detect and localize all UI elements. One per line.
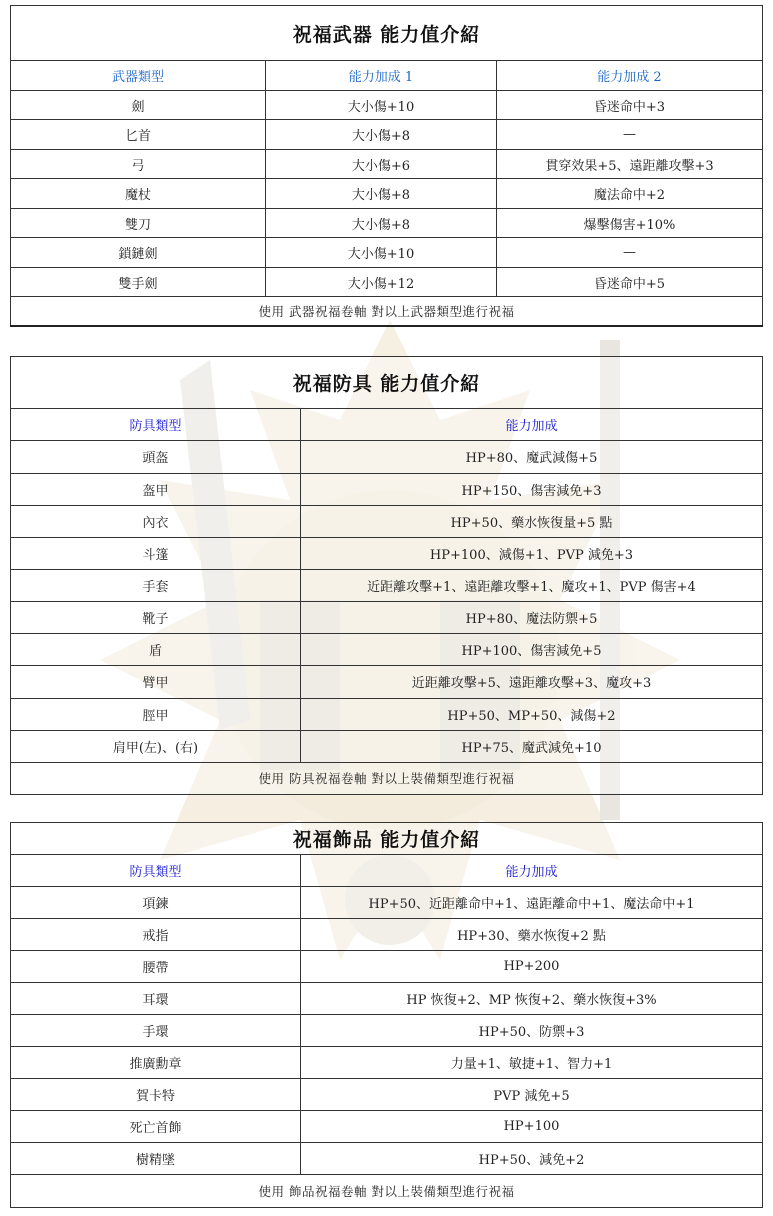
accessory-table-footer: 使用 飾品祝福卷軸 對以上裝備類型進行祝福 (11, 1175, 763, 1208)
table-cell: 昏迷命中+5 (497, 268, 763, 297)
table-cell: HP+50、防禦+3 (301, 1015, 763, 1047)
armor-type-header: 防具類型 (11, 409, 301, 441)
table-cell: 頭盔 (11, 441, 301, 473)
table-cell: 賀卡特 (11, 1079, 301, 1111)
table-cell: 臂甲 (11, 666, 301, 698)
table-cell: 大小傷+12 (266, 268, 497, 297)
weapon-table-footer: 使用 武器祝福卷軸 對以上武器類型進行祝福 (11, 297, 763, 326)
table-cell: 大小傷+8 (266, 209, 497, 238)
table-cell: 雙刀 (11, 209, 266, 238)
table-cell: 雙手劍 (11, 268, 266, 297)
table-cell: HP+30、藥水恢復+2 點 (301, 919, 763, 951)
table-cell: PVP 減免+5 (301, 1079, 763, 1111)
table-cell: 鎖鏈劍 (11, 238, 266, 268)
table-cell: 內衣 (11, 505, 301, 537)
accessory-table-title: 祝福飾品 能力值介紹 (11, 823, 763, 855)
table-cell: 魔杖 (11, 179, 266, 209)
table-cell: 死亡首飾 (11, 1111, 301, 1143)
table-cell: HP+80、魔法防禦+5 (301, 602, 763, 634)
table-cell: 手套 (11, 569, 301, 601)
table-cell: 近距離攻擊+1、遠距離攻擊+1、魔攻+1、PVP 傷害+4 (301, 569, 763, 601)
table-cell: HP+150、傷害減免+3 (301, 473, 763, 505)
weapon-blessing-table (10, 5, 763, 327)
table-cell: 手環 (11, 1015, 301, 1047)
table-cell: 耳環 (11, 983, 301, 1015)
table-cell: 靴子 (11, 602, 301, 634)
table-cell: HP+80、魔武減傷+5 (301, 441, 763, 473)
table-cell: 項鍊 (11, 887, 301, 919)
table-cell: 肩甲(左)、(右) (11, 730, 301, 762)
table-cell: 推廣勳章 (11, 1047, 301, 1079)
table-cell: HP+100 (301, 1111, 763, 1143)
table-cell: 大小傷+10 (266, 91, 497, 120)
table-cell: 弓 (11, 150, 266, 179)
table-cell: HP+100、傷害減免+5 (301, 634, 763, 666)
weapon-type-header: 武器類型 (11, 61, 266, 91)
table-cell: 魔法命中+2 (497, 179, 763, 209)
weapon-table-title: 祝福武器 能力值介紹 (11, 6, 763, 61)
table-cell: 爆擊傷害+10% (497, 209, 763, 238)
table-cell: 盾 (11, 634, 301, 666)
table-cell: 大小傷+8 (266, 120, 497, 150)
table-cell: 貫穿效果+5、遠距離攻擊+3 (497, 150, 763, 179)
table-cell: HP+50、藥水恢復量+5 點 (301, 505, 763, 537)
table-cell: — (497, 238, 763, 268)
bonus-2-header: 能力加成 2 (497, 61, 763, 91)
bonus-1-header: 能力加成 1 (266, 61, 497, 91)
table-cell: 斗篷 (11, 537, 301, 569)
table-cell: HP 恢復+2、MP 恢復+2、藥水恢復+3% (301, 983, 763, 1015)
armor-blessing-table (10, 356, 763, 795)
table-cell: 匕首 (11, 120, 266, 150)
table-cell: HP+100、減傷+1、PVP 減免+3 (301, 537, 763, 569)
table-cell: 戒指 (11, 919, 301, 951)
table-cell: 腰帶 (11, 951, 301, 983)
table-cell: 脛甲 (11, 698, 301, 730)
table-cell: 大小傷+6 (266, 150, 497, 179)
table-cell: HP+50、近距離命中+1、遠距離命中+1、魔法命中+1 (301, 887, 763, 919)
table-cell: 力量+1、敏捷+1、智力+1 (301, 1047, 763, 1079)
table-cell: 大小傷+8 (266, 179, 497, 209)
accessory-type-header: 防具類型 (11, 855, 301, 887)
table-cell: 劍 (11, 91, 266, 120)
table-cell: 盔甲 (11, 473, 301, 505)
accessory-bonus-header: 能力加成 (301, 855, 763, 887)
table-cell: HP+75、魔武減免+10 (301, 730, 763, 762)
armor-table-title: 祝福防具 能力值介紹 (11, 357, 763, 409)
table-cell: HP+200 (301, 951, 763, 983)
table-cell: 昏迷命中+3 (497, 91, 763, 120)
table-cell: HP+50、MP+50、減傷+2 (301, 698, 763, 730)
armor-bonus-header: 能力加成 (301, 409, 763, 441)
table-cell: 大小傷+10 (266, 238, 497, 268)
armor-table-footer: 使用 防具祝福卷軸 對以上裝備類型進行祝福 (11, 762, 763, 794)
table-cell: 樹精墜 (11, 1143, 301, 1175)
accessory-blessing-table (10, 822, 763, 1208)
table-cell: HP+50、減免+2 (301, 1143, 763, 1175)
table-cell: 近距離攻擊+5、遠距離攻擊+3、魔攻+3 (301, 666, 763, 698)
table-cell: — (497, 120, 763, 150)
